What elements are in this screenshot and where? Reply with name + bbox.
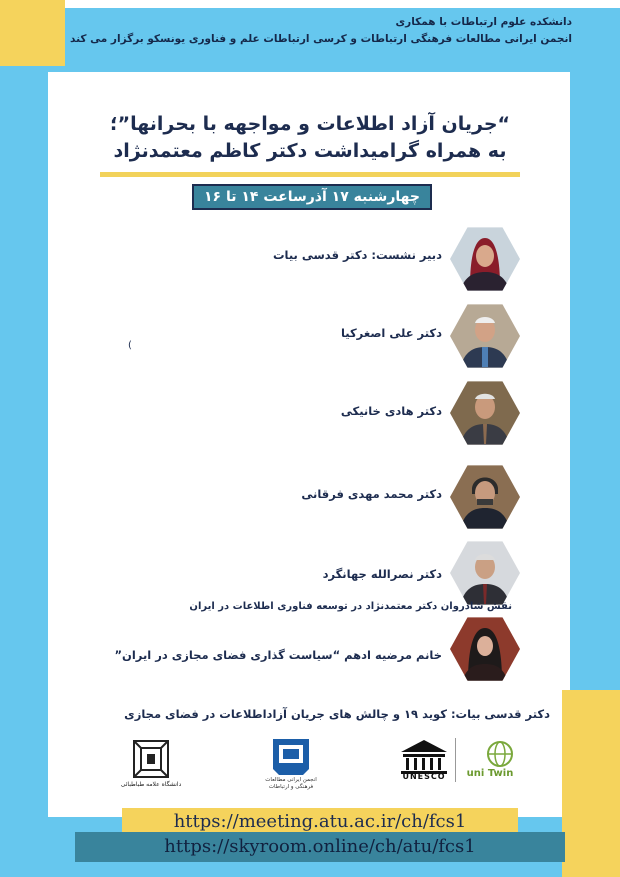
title-underline [100, 172, 520, 177]
unitwin-logo-text: uni Twin [466, 768, 514, 779]
association-logo [265, 737, 317, 797]
association-emblem-icon [265, 737, 317, 777]
speaker-5-topic: نقش شادروان دکتر معتمدنژاد در توسعه فناوری اطلاعات در ایران [189, 601, 512, 612]
meeting-link[interactable]: https://meeting.atu.ac.ir/ch/fcs1 [122, 808, 518, 836]
speaker-3-name: دکتر هادی خانیکی [340, 404, 442, 418]
skyroom-link[interactable]: https://skyroom.online/ch/atu/fcs1 [75, 832, 565, 862]
logo-divider [455, 738, 456, 782]
yellow-accent-bottom-right [562, 690, 620, 877]
event-title-line-1: “جریان آزاد اطلاعات و مواجهه با بحرانها”؛ [109, 113, 510, 135]
speaker-6-name: خانم مرضیه ادهم “سیاست گذاری فضای مجازی در ایران” [114, 648, 442, 662]
unitwin-globe-icon [460, 740, 520, 770]
speaker-2-name: دکتر علی اصغرکیا [340, 326, 442, 340]
organizer-header [52, 14, 572, 48]
speaker-5-name: دکتر نصرالله جهانگرد [322, 567, 442, 581]
stray-parenthesis: ( [128, 340, 132, 351]
event-title [90, 111, 530, 165]
unitwin-logo [460, 740, 520, 784]
organizer-line-2: انجمن ایرانی مطالعات فرهنگی ارتباطات و کرسی ارتباطات علم و فناوری یونسکو برگزار می کند [70, 33, 572, 45]
association-logo-text: انجمن ایرانی مطالعات فرهنگی و ارتباطات [265, 777, 317, 790]
unesco-logo-text: UNESCO [402, 772, 446, 781]
organizer-line-1: دانشکده علوم ارتباطات با همکاری [395, 16, 572, 28]
event-date: چهارشنبه ۱۷ آذرساعت ۱۴ تا ۱۶ [192, 184, 432, 210]
university-logo-text: دانشگاه علامه طباطبائی [120, 781, 182, 788]
event-title-line-2: به همراه گرامیداشت دکتر کاظم معتمدنژاد [113, 140, 507, 162]
closing-talk: دکتر قدسی بیات: کوید ۱۹ و چالش های جریان آزاداطلاعات در فضای مجازی [124, 707, 550, 721]
university-logo [120, 737, 182, 791]
white-strip-top [65, 0, 620, 8]
unesco-logo [397, 738, 451, 784]
speaker-4-name: دکتر محمد مهدی فرقانی [301, 487, 442, 501]
speaker-1-name: دبیر نشست: دکتر قدسی بیات [272, 248, 442, 262]
